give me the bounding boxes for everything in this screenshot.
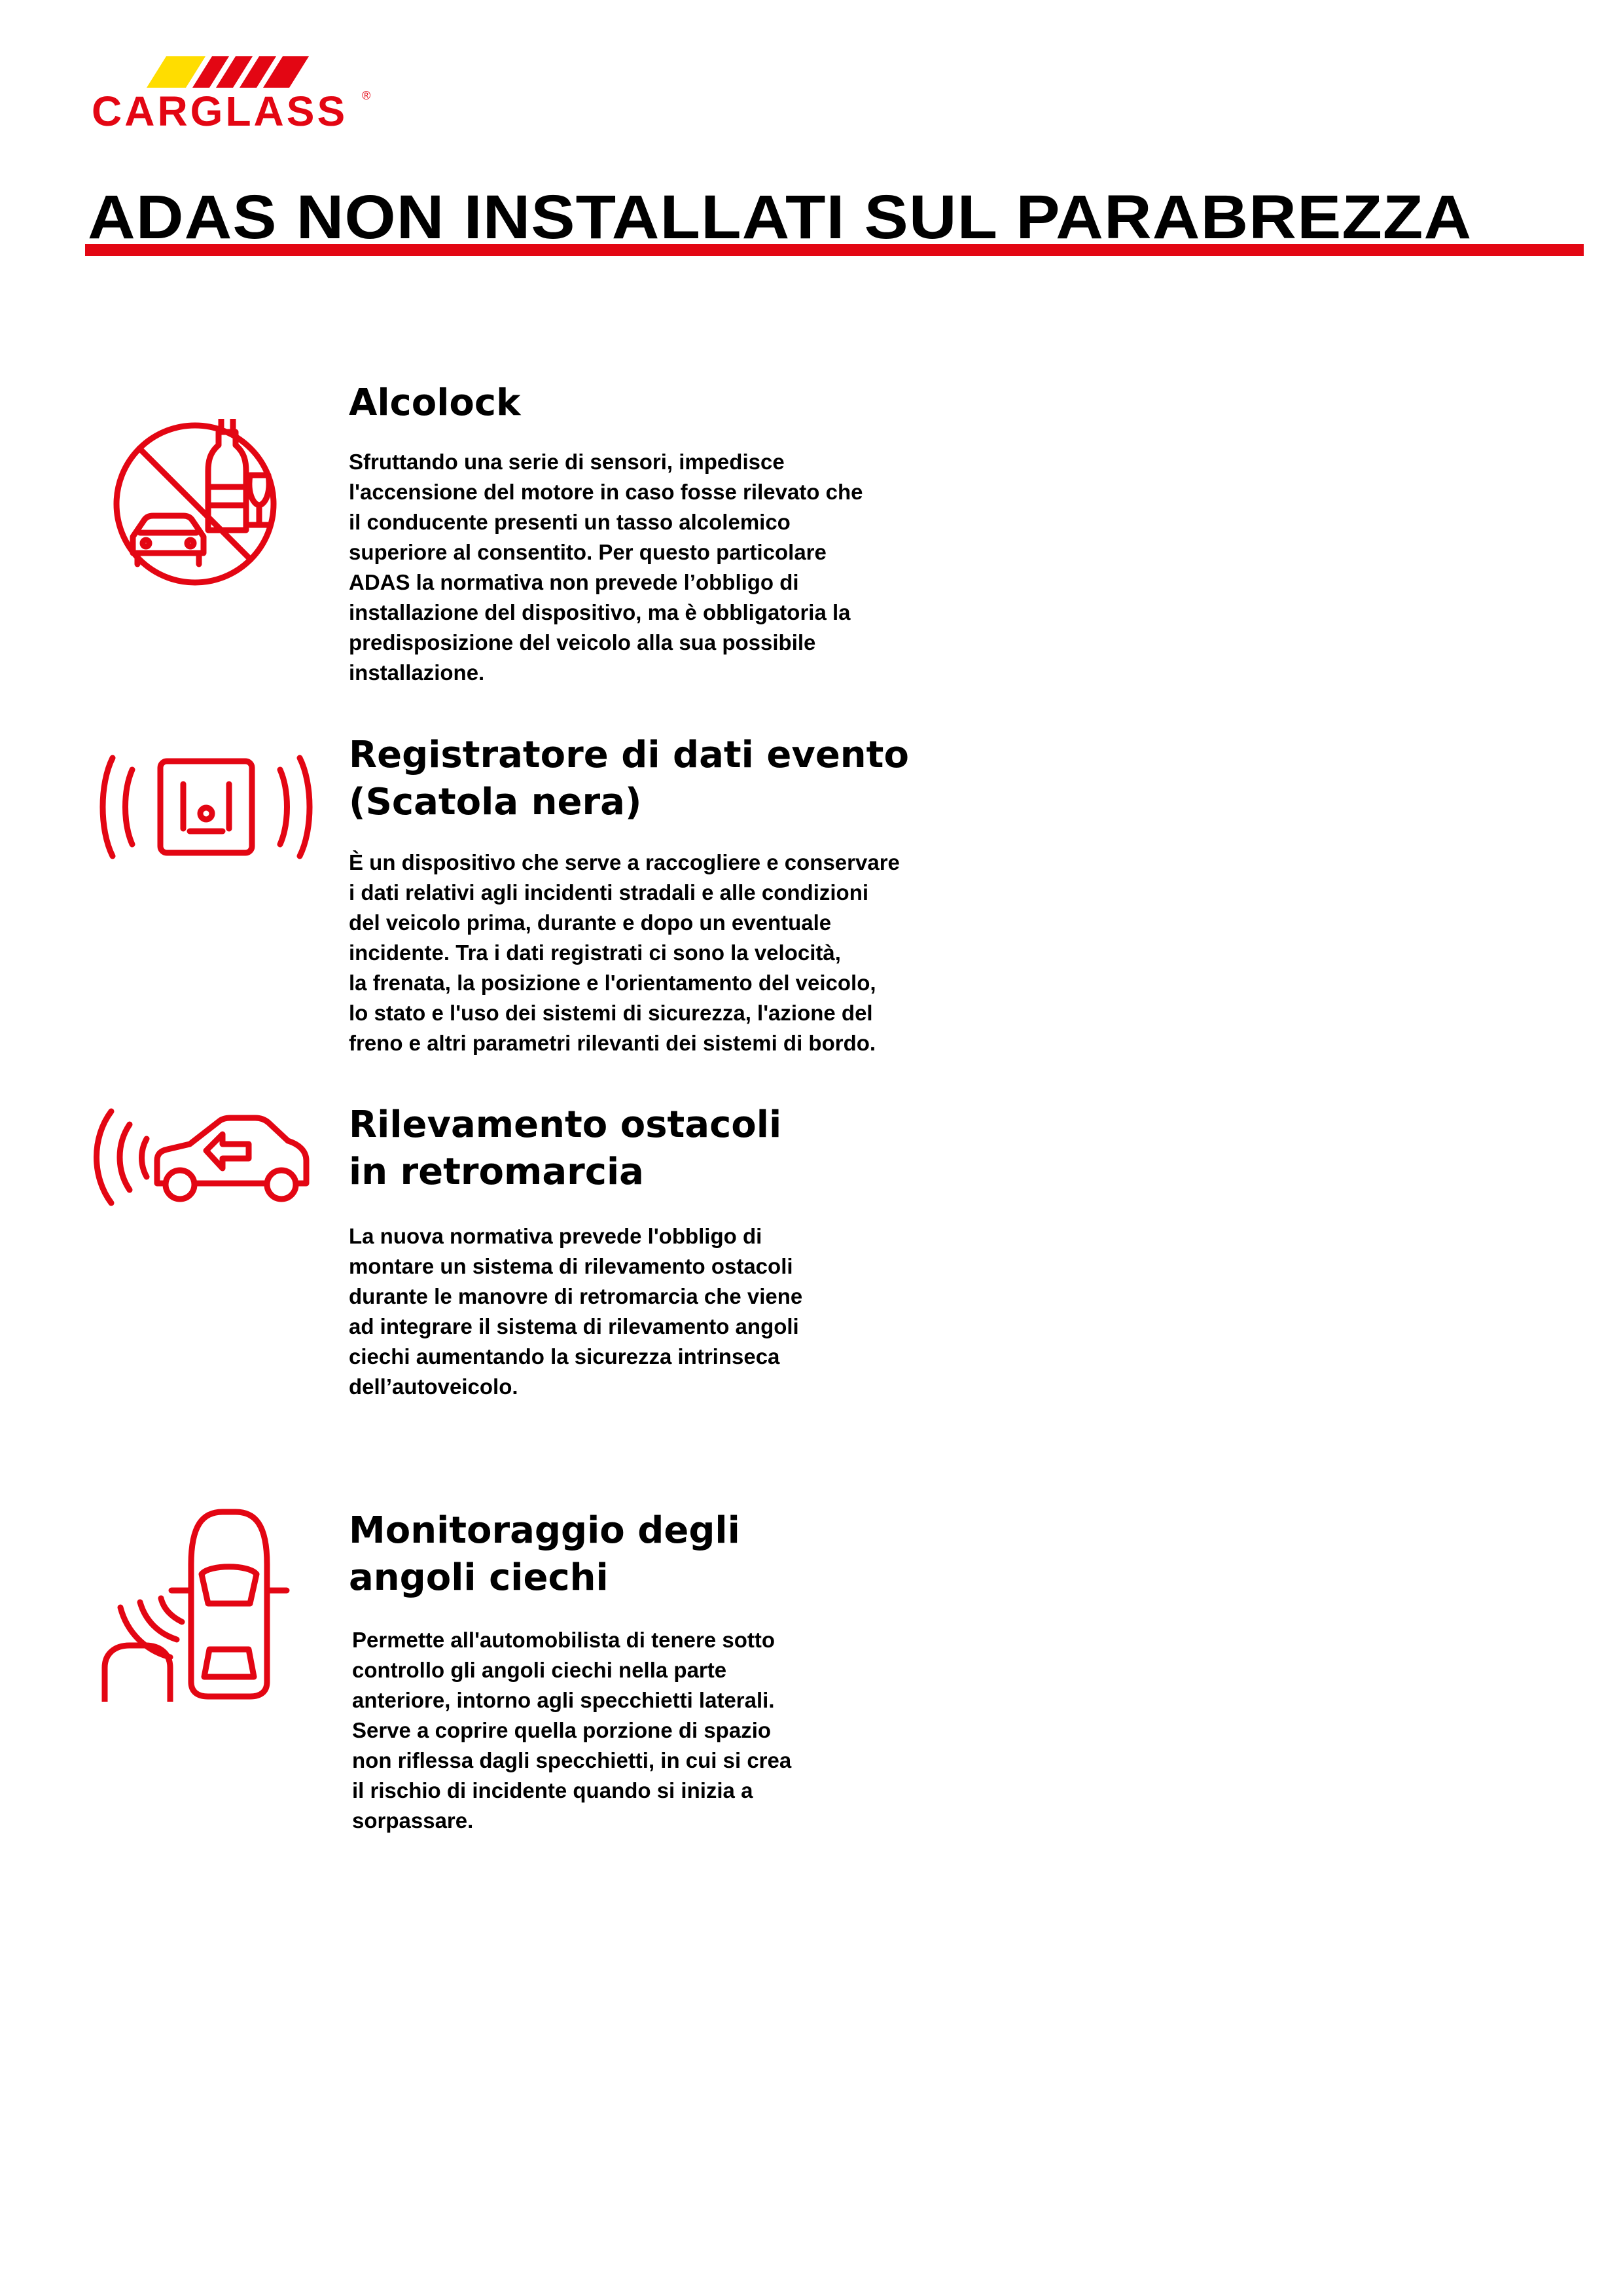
section-title: Monitoraggio degli angoli ciechi (349, 1509, 740, 1599)
logo-stripes-icon (137, 56, 334, 88)
section-body: La nuova normativa prevede l'obbligo di montare un sistema di rilevamento ostacoli durante le manovre di retromarcia che viene ad integrare il sistema di rilevamento angoli ciechi aumentando la sicurezza intrinseca dell’autoveicolo. (349, 1224, 803, 1399)
section-body: Permette all'automobilista di tenere sotto controllo gli angoli ciechi nella parte anteriore, intorno agli specchietti laterali. Serve a coprire quella porzione di spazio non riflessa dagli specchietti, in cui si crea il rischio di incidente quando si inizia a sorpassare. (352, 1628, 792, 1833)
section-title: Registratore di dati evento (Scatola nera) (349, 734, 909, 823)
section-title: Alcolock (349, 382, 521, 424)
black-box-signal-icon (98, 751, 314, 863)
headline-block (85, 183, 1584, 259)
no-alcohol-car-icon (110, 419, 280, 589)
section-title: Rilevamento ostacoli in retromarcia (349, 1103, 782, 1193)
carglass-logo (92, 54, 373, 139)
section-body: È un dispositivo che serve a raccogliere e conservare i dati relativi agli incidenti stradali e alle condizioni del veicolo prima, durante e dopo un eventuale incidente. Tra i dati registrati ci sono la velocità, la frenata, la posizione e l'orientamento del veicolo, lo stato e l'uso dei sistemi di sicurezza, l'azione del freno e altri parametri rilevanti dei sistemi di bordo. (349, 850, 900, 1055)
page-title: ADAS NON INSTALLATI SUL PARABREZZA (88, 183, 1472, 252)
section-body: Sfruttando una serie di sensori, impedisce l'accensione del motore in caso fosse rilevato che il conducente presenti un tasso alcolemico superiore al consentito. Per questo particolare ADAS la normativa non prevede l’obbligo di installazione del dispositivo, ma è obbligatoria la predisposizione del veicolo alla sua possibile installazione. (349, 450, 863, 685)
blind-spot-monitor-icon (98, 1505, 294, 1702)
registered-mark: ® (362, 89, 371, 102)
reverse-parking-sensor-icon (92, 1105, 314, 1216)
logo-wordmark: CARGLASS (92, 88, 348, 135)
